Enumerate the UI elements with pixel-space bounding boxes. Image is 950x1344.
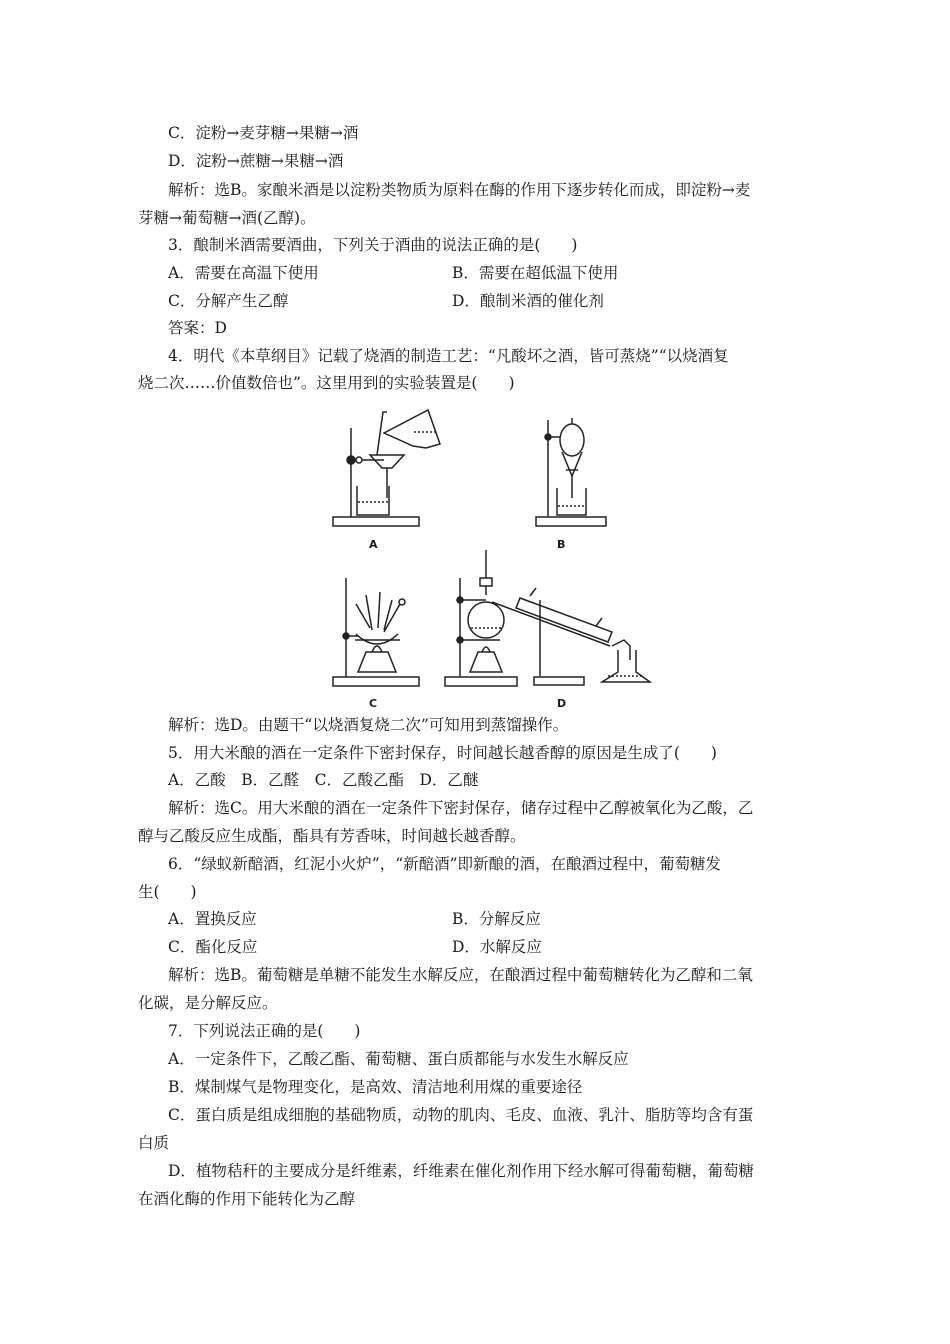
q6-option-d: D．水解反应 [452,938,542,956]
apparatus-b-separatory-funnel [536,418,606,526]
q3-option-b: B．需要在超低温下使用 [452,264,619,282]
analysis-q2-line2: 芽糖→葡萄糖→酒(乙醇)。 [138,209,316,227]
question-6-line2: 生( ) [138,883,197,901]
apparatus-d-distillation [445,550,650,686]
q7-option-c-line1: C．蛋白质是组成细胞的基础物质，动物的肌肉、毛皮、血液、乳汁、脂肪等均含有蛋 [168,1106,754,1124]
q6-option-a: A．置换反应 [168,910,257,928]
analysis-q5-line2: 醇与乙酸反应生成酯，酯具有芳香味，时间越长越香醇。 [138,827,526,845]
q7-option-a: A．一定条件下，乙酸乙酯、葡萄糖、蛋白质都能与水发生水解反应 [168,1050,629,1068]
q3-option-d: D．酿制米酒的催化剂 [452,292,604,310]
question-5: 5．用大米酿的酒在一定条件下密封保存，时间越长越香醇的原因是生成了( ) [168,744,717,762]
q7-option-c-line2: 白质 [138,1134,170,1152]
analysis-q4: 解析：选D。由题干“以烧酒复烧二次”可知用到蒸馏操作。 [168,716,569,734]
q7-option-b: B．煤制煤气是物理变化，是高效、清洁地利用煤的重要途径 [168,1078,583,1096]
q6-option-b: B．分解反应 [452,910,541,928]
q6-option-c: C．酯化反应 [168,938,258,956]
answer-q3: 答案：D [168,319,227,337]
q7-option-d-line2: 在酒化酶的作用下能转化为乙醇 [138,1190,356,1208]
analysis-q6-line2: 化碳，是分解反应。 [138,994,278,1012]
figure-label-c: C [369,697,378,710]
question-3: 3．酿制米酒需要酒曲，下列关于酒曲的说法正确的是( ) [168,236,578,254]
figure-label-d: D [557,697,567,710]
question-4-line2: 烧二次……价值数倍也”。这里用到的实验装置是( ) [138,374,515,392]
question-7: 7．下列说法正确的是( ) [168,1022,361,1040]
apparatus-a-filtration [333,410,440,526]
question-6-line1: 6．“绿蚁新醅酒，红泥小火炉”，“新醅酒”即新酿的酒，在酿酒过程中，葡萄糖发 [168,855,722,873]
question-4-line1: 4．明代《本草纲目》记载了烧酒的制造工艺：“凡酸坏之酒，皆可蒸烧”“以烧酒复 [168,347,729,365]
option-d-q2: D．淀粉→蔗糖→果糖→酒 [168,152,344,170]
figure-label-b: B [557,538,566,551]
analysis-q6-line1: 解析：选B。葡萄糖是单糖不能发生水解反应，在酿酒过程中葡萄糖转化为乙醇和二氧 [168,966,753,984]
q3-option-a: A．需要在高温下使用 [168,264,319,282]
analysis-q5-line1: 解析：选C。用大米酿的酒在一定条件下密封保存，储存过程中乙醇被氧化为乙酸，乙 [168,799,754,817]
q3-option-c: C．分解产生乙醇 [168,292,289,310]
option-c-q2: C．淀粉→麦芽糖→果糖→酒 [168,124,359,142]
analysis-q2-line1: 解析：选B。家酿米酒是以淀粉类物质为原料在酶的作用下逐步转化而成，即淀粉→麦 [168,181,751,199]
apparatus-c-evaporation [333,578,419,686]
q7-option-d-line1: D．植物秸秆的主要成分是纤维素，纤维素在催化剂作用下经水解可得葡萄糖，葡萄糖 [168,1162,754,1180]
q5-options: A．乙酸 B．乙醛 C．乙酸乙酯 D．乙醚 [168,771,479,789]
figure-label-a: A [369,538,378,551]
